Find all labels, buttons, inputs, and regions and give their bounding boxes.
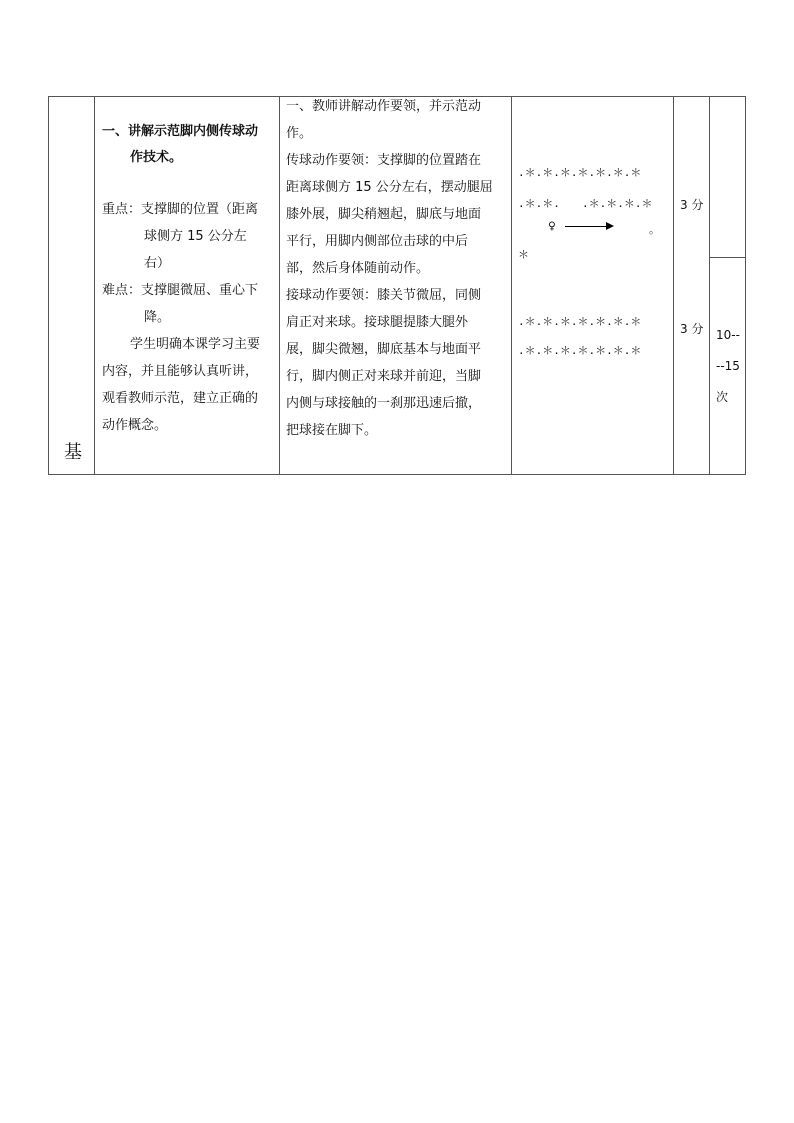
teacher-line-9: 肩正对来球。接球腿提膝大腿外 xyxy=(286,315,469,330)
time-receive: 3 分 xyxy=(680,322,704,336)
student-goal-line4: 动作概念。 xyxy=(102,418,168,433)
teacher-line-3: 传球动作要领：支撑脚的位置踏在 xyxy=(286,153,482,168)
teacher-line-12: 内侧与球接触的一刹那迅速后撤， xyxy=(286,396,482,411)
col-border-2 xyxy=(279,96,280,475)
reps-row-divider xyxy=(709,257,746,258)
reps-line3: 次 xyxy=(716,390,729,404)
teacher-line-10: 展，脚尖微翘，脚底基本与地面平 xyxy=(286,342,482,357)
section-heading-line1: 一、讲解示范脚内侧传球动 xyxy=(102,124,259,139)
teacher-line-5: 膝外展，脚尖稍翘起，脚底与地面 xyxy=(286,207,482,222)
teacher-line-2: 作。 xyxy=(286,126,313,141)
teacher-symbol: ♀ xyxy=(548,219,556,234)
teacher-line-7: 部，然后身体随前动作。 xyxy=(286,261,430,276)
formation-row-2a: .＊.＊. xyxy=(518,197,560,210)
col-border-5 xyxy=(709,96,710,475)
reps-line2: --15 xyxy=(716,359,740,373)
section-heading-line2: 作技术。 xyxy=(130,150,183,165)
formation-row-5: .＊.＊.＊.＊.＊.＊.＊ xyxy=(518,344,642,357)
section-label: 基 xyxy=(64,442,82,463)
col-border-0 xyxy=(48,96,49,475)
col-border-4 xyxy=(673,96,674,475)
teacher-line-6: 平行，用脚内侧部位击球的中后 xyxy=(286,234,469,249)
formation-row-2b: .＊.＊.＊.＊ xyxy=(582,197,653,210)
lesson-table xyxy=(48,96,746,475)
time-pass: 3 分 xyxy=(680,198,704,212)
formation-row-4: .＊.＊.＊.＊.＊.＊.＊ xyxy=(518,315,642,328)
teacher-line-1: 一、教师讲解动作要领，并示范动 xyxy=(286,99,482,114)
teacher-line-11: 行，脚内侧正对来球并前迎，当脚 xyxy=(286,369,482,384)
key-point-line1: 重点：支撑脚的位置（距离 xyxy=(102,202,259,217)
difficulty-line1: 难点：支撑腿微屈、重心下 xyxy=(102,283,259,298)
ball-symbol: 。 xyxy=(649,223,660,236)
student-goal-line2: 内容，并且能够认真听讲， xyxy=(102,364,259,379)
student-goal-line1: 学生明确本课学习主要 xyxy=(130,337,261,352)
teacher-line-4: 距离球侧方 15 公分左右，摆动腿屈 xyxy=(286,180,493,195)
formation-row-3: ＊ xyxy=(518,248,529,261)
key-point-line2: 球侧方 15 公分左 xyxy=(144,229,247,244)
col-border-1 xyxy=(94,96,95,475)
formation-row-1: .＊.＊.＊.＊.＊.＊.＊ xyxy=(518,166,642,179)
student-goal-line3: 观看教师示范，建立正确的 xyxy=(102,391,259,406)
col-border-3 xyxy=(511,96,512,475)
table-bottom-border xyxy=(48,474,746,475)
col-border-6 xyxy=(745,96,746,475)
reps-line1: 10-- xyxy=(716,328,740,342)
pass-arrow-icon xyxy=(565,226,612,227)
teacher-line-8: 接球动作要领：膝关节微屈，同侧 xyxy=(286,288,482,303)
teacher-line-13: 把球接在脚下。 xyxy=(286,423,378,438)
difficulty-line2: 降。 xyxy=(144,310,171,325)
key-point-line3: 右） xyxy=(144,256,171,271)
